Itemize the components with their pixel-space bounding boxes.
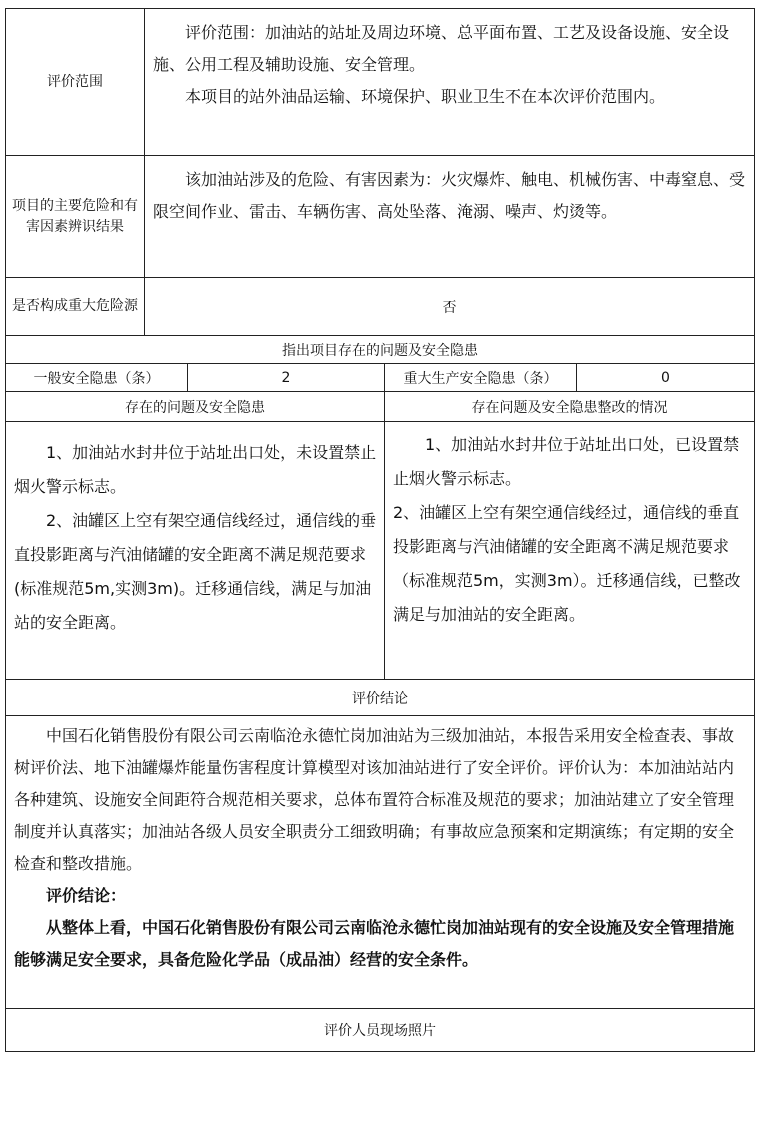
scope-row — [5, 8, 755, 156]
conclusion-body: 中国石化销售股份有限公司云南临沧永德忙岗加油站为三级加油站，本报告采用安全检查表、事故树评价法、地下油罐爆炸能量伤害程度计算模型对该加油站进行了安全评价。评价认为：本加油站站内各种建筑、设施安全间距符合规范相关要求，总体布置符合标准及规范的要求；加油站建立了安全管理制度并认真落实；加油站各级人员安全职责分工细致明确；有事故应急预案和定期演练；有定期的安全检查和整改措施。 — [14, 726, 735, 873]
rectification-item: 1、加油站水封井位于站址出口处，已设置禁止烟火警示标志。 — [393, 435, 740, 488]
rectification-item: 2、油罐区上空有架空通信线经过，通信线的垂直投影距离与汽油储罐的安全距离不满足规范要求（标准规范5m，实测3m）。迁移通信线，已整改满足与加油站的安全距离。 — [393, 503, 741, 624]
issues-header: 指出项目存在的问题及安全隐患 — [5, 336, 755, 364]
column-titles-row — [5, 392, 755, 422]
major-hazard-label: 是否构成重大危险源 — [6, 278, 145, 335]
scope-paragraph-2: 本项目的站外油品运输、环境保护、职业卫生不在本次评价范围内。 — [185, 87, 666, 106]
major-hazard-count: 0 — [661, 369, 670, 386]
issue-item: 1、加油站水封井位于站址出口处，未设置禁止烟火警示标志。 — [14, 443, 377, 496]
hazards-label: 项目的主要危险和有害因素辨识结果 — [6, 156, 145, 277]
counts-row — [5, 364, 755, 392]
scope-paragraph-1: 评价范围：加油站的站址及周边环境、总平面布置、工艺及设备设施、安全设施、公用工程及辅助设施、安全管理。 — [153, 23, 730, 74]
scope-content — [145, 9, 754, 155]
issue-item: 2、油罐区上空有架空通信线经过，通信线的垂直投影距离与汽油储罐的安全距离不满足规范要求(标准规范5m,实测3m)。迁移通信线，满足与加油站的安全距离。 — [14, 511, 377, 632]
conclusion-final: 从整体上看，中国石化销售股份有限公司云南临沧永德忙岗加油站现有的安全设施及安全管理措施能够满足安全要求，具备危险化学品（成品油）经营的安全条件。 — [14, 918, 735, 969]
conclusion-content — [5, 716, 755, 1009]
photos-header: 评价人员现场照片 — [5, 1009, 755, 1052]
evaluation-table — [5, 8, 755, 1052]
issues-list — [6, 422, 385, 679]
rectification-list — [385, 422, 754, 679]
general-hazard-count: 2 — [188, 364, 385, 391]
rectify-column-title: 存在问题及安全隐患整改的情况 — [471, 399, 668, 416]
conclusion-header: 评价结论 — [5, 680, 755, 716]
scope-label: 评价范围 — [6, 9, 145, 155]
major-hazard-count-label: 重大生产安全隐患（条） — [385, 364, 577, 391]
general-hazard-label: 一般安全隐患（条） — [6, 364, 188, 391]
hazards-row — [5, 156, 755, 278]
issues-column-title: 存在的问题及安全隐患 — [6, 392, 385, 421]
conclusion-title: 评价结论： — [46, 886, 127, 905]
hazards-text: 该加油站涉及的危险、有害因素为：火灾爆炸、触电、机械伤害、中毒窒息、受限空间作业、雷击、车辆伤害、高处坠落、淹溺、噪声、灼烫等。 — [153, 170, 746, 221]
issues-detail-row — [5, 422, 755, 680]
hazards-content — [145, 156, 754, 277]
major-hazard-row — [5, 278, 755, 336]
major-hazard-value: 否 — [442, 299, 457, 316]
